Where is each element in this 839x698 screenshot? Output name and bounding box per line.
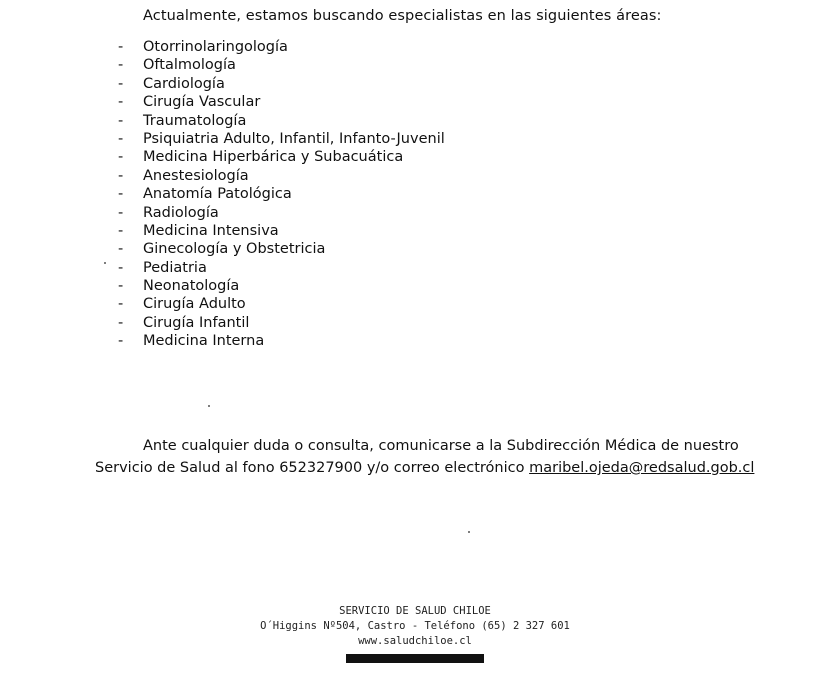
list-dash: - (118, 333, 124, 350)
list-dash: - (118, 149, 124, 166)
list-item (118, 295, 445, 313)
list-item (118, 277, 445, 295)
intro-text: Actualmente, estamos buscando especialistas en las siguientes áreas: (143, 8, 662, 24)
list-item (118, 222, 445, 240)
list-dash: - (118, 75, 124, 92)
list-dash: - (118, 130, 124, 147)
list-dash: - (118, 314, 124, 331)
list-item-label: Ginecología y Obstetricia (143, 241, 326, 258)
list-item (118, 204, 445, 222)
list-item-label: Medicina Intensiva (143, 222, 279, 239)
list-item (118, 259, 445, 277)
footer-website: www.saludchiloe.cl (358, 635, 472, 647)
list-item (118, 332, 445, 350)
list-dash: - (118, 186, 124, 203)
specialty-list (118, 38, 445, 351)
contact-paragraph (95, 435, 755, 479)
list-dash: - (118, 57, 124, 74)
list-dash: - (118, 278, 124, 295)
list-item (118, 56, 445, 74)
list-dash: - (118, 259, 124, 276)
list-item (118, 314, 445, 332)
list-item-label: Neonatología (143, 278, 240, 295)
redaction-bar (346, 654, 484, 663)
list-item (118, 148, 445, 166)
contact-line-1: Ante cualquier duda o consulta, comunicarse a la Subdirección Médica de nuestro (143, 438, 739, 454)
scan-speck (104, 262, 106, 264)
list-item (118, 130, 445, 148)
list-item-label: Traumatología (143, 112, 247, 129)
list-item (118, 167, 445, 185)
list-item (118, 185, 445, 203)
email-link[interactable]: maribel.ojeda@redsalud.gob.cl (529, 460, 755, 476)
list-item (118, 240, 445, 258)
list-item-label: Radiología (143, 204, 219, 221)
scan-speck (208, 405, 210, 407)
contact-line-2 (95, 457, 755, 479)
list-dash: - (118, 296, 124, 313)
list-item-label: Medicina Interna (143, 333, 265, 350)
list-item (118, 93, 445, 111)
list-dash: - (118, 222, 124, 239)
list-item-label: Anestesiología (143, 167, 249, 184)
list-item-label: Cirugía Infantil (143, 314, 250, 331)
list-item-label: Pediatria (143, 259, 207, 276)
list-item (118, 75, 445, 93)
list-dash: - (118, 39, 124, 55)
list-dash: - (118, 241, 124, 258)
list-item-label: Oftalmología (143, 57, 236, 74)
list-item-label: Cardiología (143, 75, 225, 92)
list-item-label: Medicina Hiperbárica y Subacuática (143, 149, 404, 166)
scan-speck (468, 531, 470, 533)
list-dash: - (118, 94, 124, 111)
list-item-label: Psiquiatria Adulto, Infantil, Infanto-Juvenil (143, 130, 445, 147)
footer-org: SERVICIO DE SALUD CHILOE (339, 605, 491, 617)
footer-address: O´Higgins Nº504, Castro - Teléfono (65) 2 327 601 (260, 620, 570, 632)
list-item-label: Otorrinolaringología (143, 39, 288, 55)
list-item-label: Cirugía Adulto (143, 296, 246, 313)
list-item (118, 112, 445, 130)
list-dash: - (118, 167, 124, 184)
list-item-label: Anatomía Patológica (143, 186, 292, 203)
list-dash: - (118, 112, 124, 129)
contact-line-2-text: Servicio de Salud al fono 652327900 y/o correo electrónico (95, 460, 530, 476)
list-dash: - (118, 204, 124, 221)
footer (200, 604, 630, 663)
list-item (118, 38, 445, 56)
list-item-label: Cirugía Vascular (143, 94, 261, 111)
